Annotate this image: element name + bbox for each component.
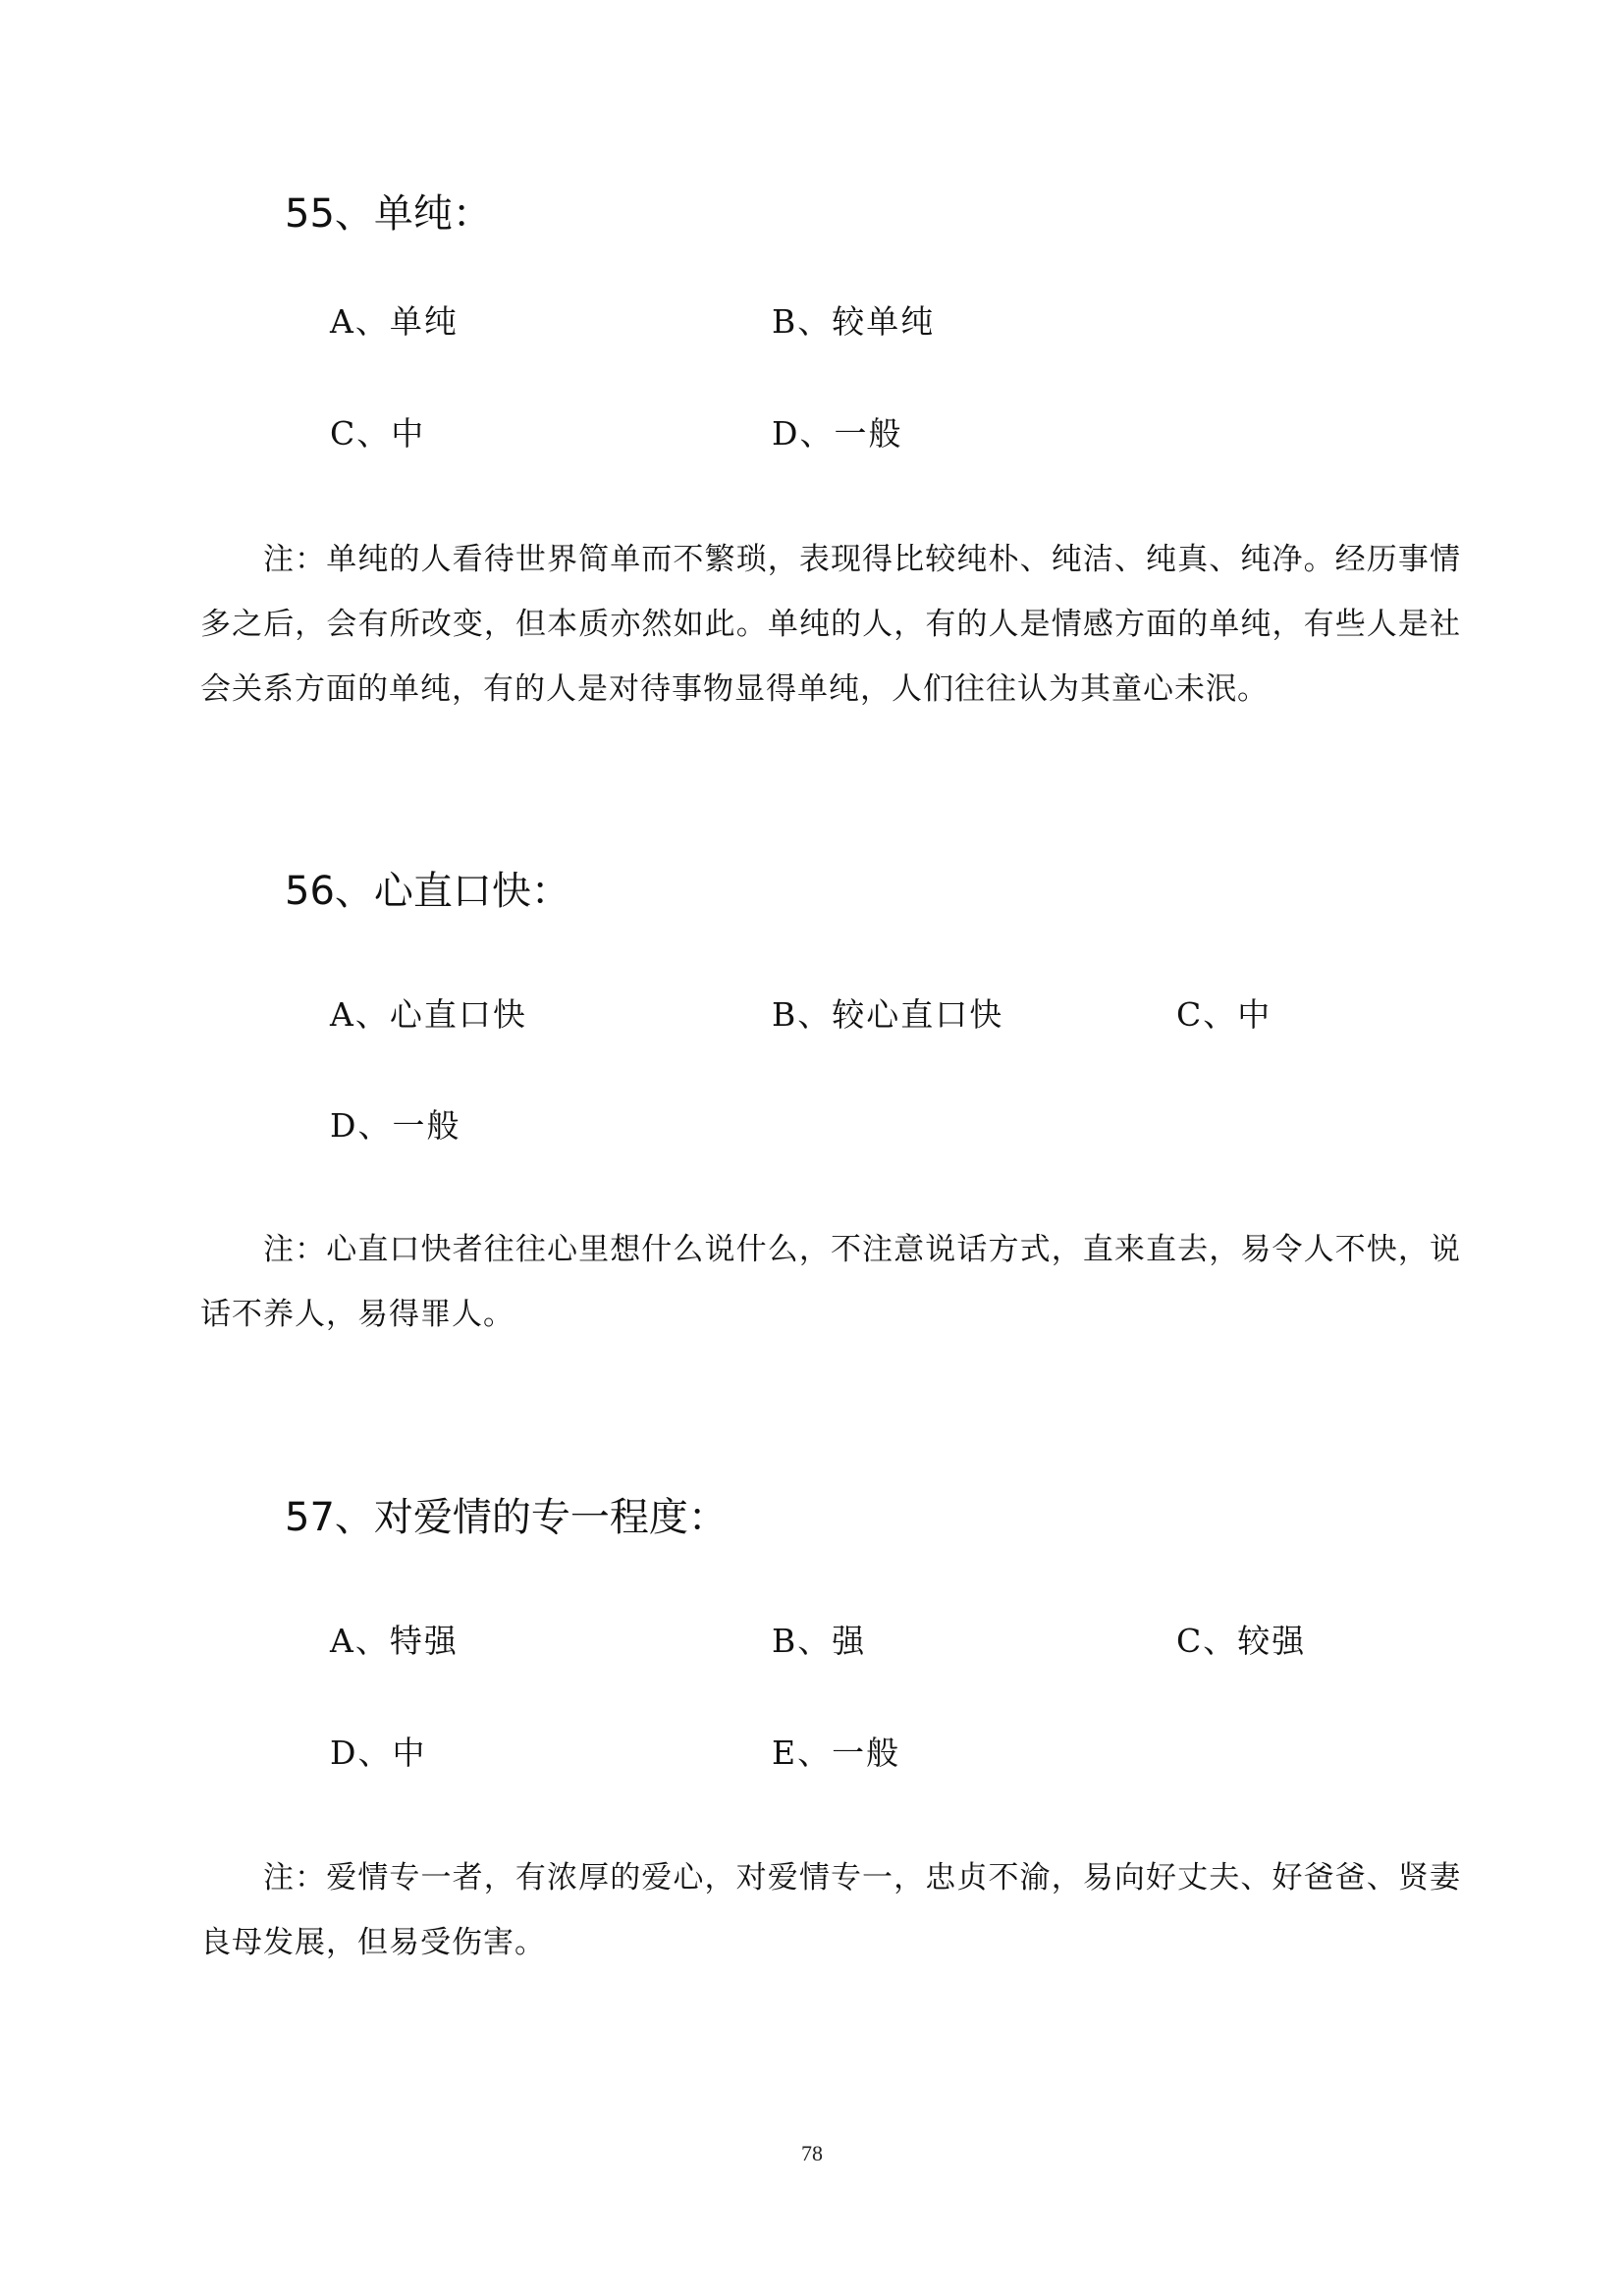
- note-text: 心直口快者往往心里想什么说什么，不注意说话方式，直来直去，易令人不快，说话不养人，易得罪人。: [200, 1232, 1461, 1332]
- question-57-option-c: C、较强: [1176, 1622, 1307, 1660]
- note-text: 单纯的人看待世界简单而不繁琐，表现得比较纯朴、纯洁、纯真、纯净。经历事情多之后，会有所改变，但本质亦然如此。单纯的人，有的人是情感方面的单纯，有些人是社会关系方面的单纯，有的人是对待事物显得单纯，人们往往认为其童心未泯。: [200, 542, 1461, 707]
- note-label: 注：: [263, 1860, 327, 1896]
- question-57-option-e: E、一般: [772, 1734, 901, 1772]
- question-57-note: [200, 1845, 1461, 1975]
- page-number: 78: [801, 2141, 823, 2165]
- question-57-option-a: A、特强: [330, 1622, 459, 1660]
- note-text: 爱情专一者，有浓厚的爱心，对爱情专一，忠贞不渝，易向好丈夫、好爸爸、贤妻良母发展，但易受伤害。: [200, 1860, 1461, 1960]
- question-56-note: [200, 1217, 1461, 1347]
- note-label: 注：: [263, 1232, 327, 1267]
- question-56-option-b: B、较心直口快: [772, 995, 1004, 1034]
- question-56-option-a: A、心直口快: [330, 995, 527, 1034]
- question-56-title: 56、心直口快：: [285, 869, 570, 914]
- question-57-option-d: D、中: [330, 1734, 427, 1772]
- note-label: 注：: [263, 542, 327, 577]
- question-55-option-a: A、单纯: [330, 302, 459, 341]
- question-56-option-d: D、一般: [330, 1106, 461, 1145]
- question-55-note: [200, 527, 1461, 721]
- question-56-option-c: C、中: [1176, 995, 1272, 1034]
- question-55-option-d: D、一般: [772, 414, 903, 453]
- question-55-title: 55、单纯：: [285, 191, 492, 237]
- question-55-option-c: C、中: [330, 414, 426, 453]
- question-55-option-b: B、较单纯: [772, 302, 936, 341]
- question-57-title: 57、对爱情的专一程度：: [285, 1495, 728, 1540]
- question-57-option-b: B、强: [772, 1622, 867, 1660]
